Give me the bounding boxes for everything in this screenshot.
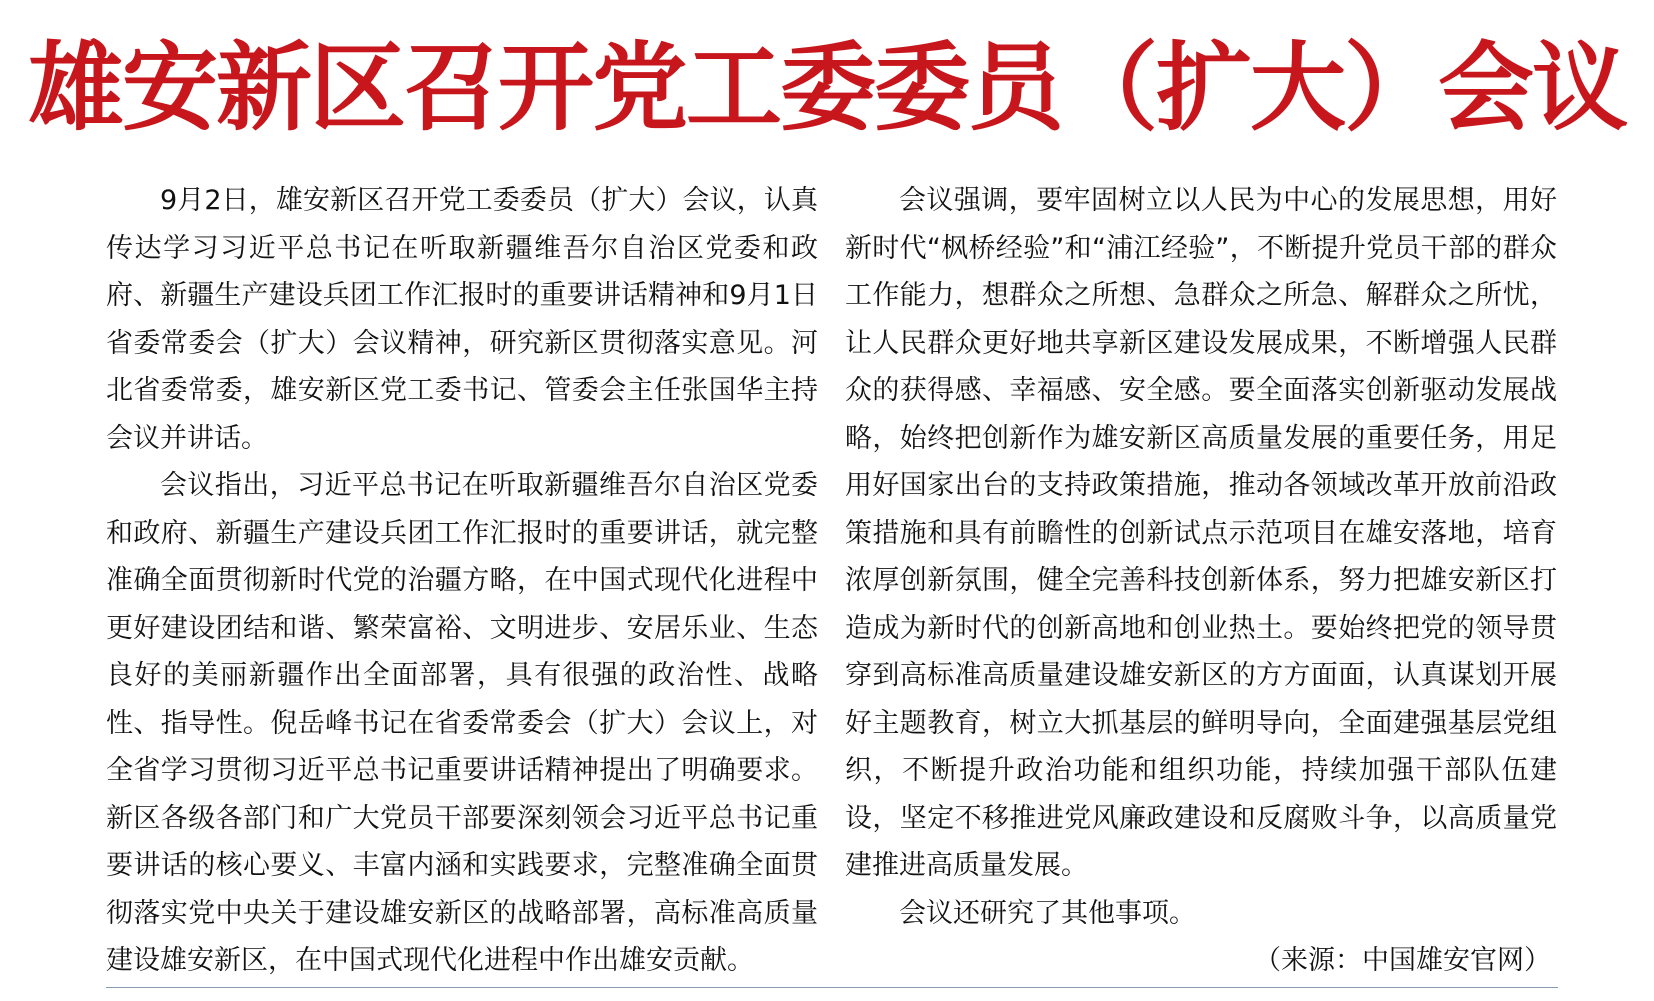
bottom-divider — [106, 987, 1558, 988]
article-title: 雄安新区召开党工委委员（扩大）会议 — [28, 31, 1626, 144]
article-paragraph-3: 会议强调，要牢固树立以人民为中心的发展思想，用好新时代“枫桥经验”和“浦江经验”，不断提升党员干部的群众工作能力，想群众之所想、急群众之所急、解群众之所忧，让人民群众更好地共享新区建设发展成果，不断增强人民群众的获得感、幸福感、安全感。要全面落实创新驱动发展战略，始终把创新作为雄安新区高质量发展的重要任务，用足用好国家出台的支持政策措施，推动各领域改革开放前沿政策措施和具有前瞻性的创新试点示范项目在雄安落地，培育浓厚创新氛围，健全完善科技创新体系，努力把雄安新区打造成为新时代的创新高地和创业热土。要始终把党的领导贯穿到高标准高质量建设雄安新区的方方面面，认真谋划开展好主题教育，树立大抓基层的鲜明导向，全面建强基层党组织，不断提升政治功能和组织功能，持续加强干部队伍建设，坚定不移推进党风廉政建设和反腐败斗争，以高质量党建推进高质量发展。 — [845, 185, 1557, 881]
article-paragraph-4: 会议还研究了其他事项。 — [899, 897, 1196, 929]
article-column-left — [106, 177, 818, 985]
article-paragraph-2: 会议指出，习近平总书记在听取新疆维吾尔自治区党委和政府、新疆生产建设兵团工作汇报时的重要讲话，就完整准确全面贯彻新时代党的治疆方略，在中国式现代化进程中更好建设团结和谐、繁荣富裕、文明进步、安居乐业、生态良好的美丽新疆作出全面部署，具有很强的政治性、战略性、指导性。倪岳峰书记在省委常委会（扩大）会议上，对全省学习贯彻习近平总书记重要讲话精神提出了明确要求。新区各级各部门和广大党员干部要深刻领会习近平总书记重要讲话的核心要义、丰富内涵和实践要求，完整准确全面贯彻落实党中央关于建设雄安新区的战略部署，高标准高质量建设雄安新区，在中国式现代化进程中作出雄安贡献。 — [106, 470, 818, 976]
article-source: （来源：中国雄安官网） — [1254, 945, 1551, 976]
article-column-right — [845, 177, 1557, 985]
article-paragraph-1: 9月2日，雄安新区召开党工委委员（扩大）会议，认真传达学习习近平总书记在听取新疆维吾尔自治区党委和政府、新疆生产建设兵团工作汇报时的重要讲话精神和9月1日省委常委会（扩大）会议精神，研究新区贯彻落实意见。河北省委常委，雄安新区党工委书记、管委会主任张国华主持会议并讲话。 — [106, 185, 818, 454]
